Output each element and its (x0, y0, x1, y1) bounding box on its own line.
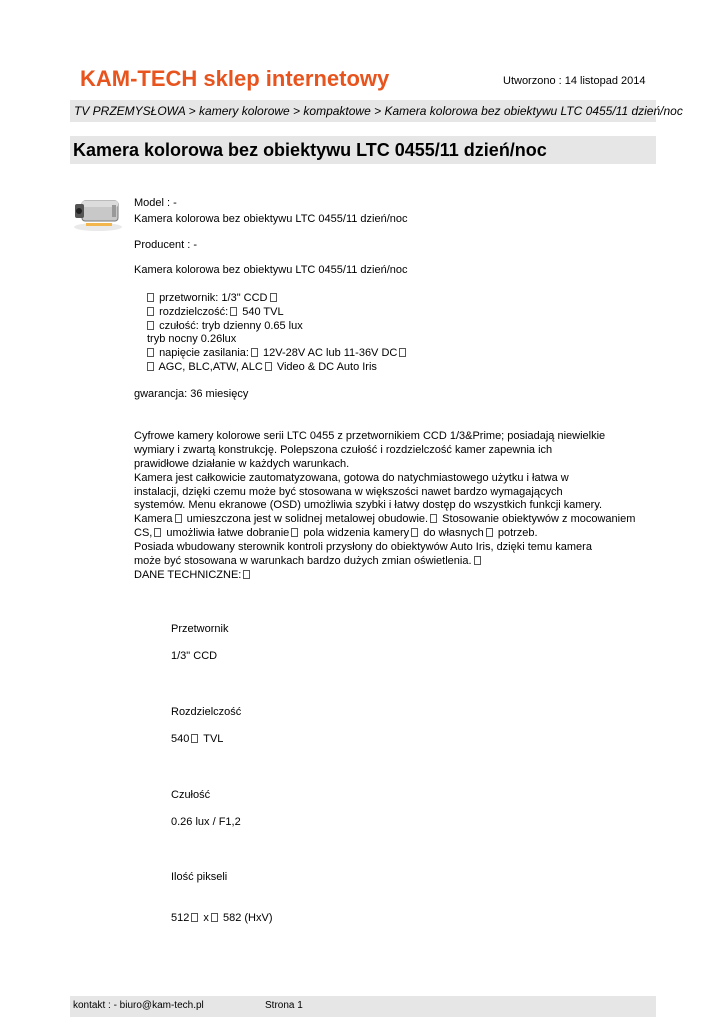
box-icon (154, 528, 161, 537)
spec-label: Przetwornik (171, 623, 229, 635)
created-date: Utworzono : 14 listopad 2014 (503, 75, 646, 87)
box-icon (175, 514, 182, 523)
spec-label: Ilość pikseli (171, 871, 228, 883)
model-label: Model : - (134, 197, 177, 209)
site-title: KAM-TECH sklep internetowy (80, 66, 390, 91)
box-icon (243, 570, 250, 579)
box-icon (265, 362, 272, 371)
spec-value: 1/3" CCD (171, 650, 218, 662)
box-icon (474, 556, 481, 565)
description-line: Cyfrowe kamery kolorowe serii LTC 0455 z przetwornikiem CCD 1/3&Prime; posiadają niewielkie (134, 430, 606, 442)
product-name: Kamera kolorowa bez obiektywu LTC 0455/11 dzień/noc (134, 264, 408, 276)
box-icon (486, 528, 493, 537)
camera-product-photo (72, 193, 124, 233)
footer-contact[interactable]: kontakt : - biuro@kam-tech.pl (73, 1000, 204, 1011)
description-line: DANE TECHNICZNE: (134, 569, 252, 583)
box-icon (191, 734, 198, 743)
list-item: przetwornik: 1/3" CCD (145, 292, 279, 306)
spec-label: Rozdzielczość (171, 706, 242, 718)
spec-value: 512 x 582 (HxV) (171, 912, 273, 924)
description-line: CS, umożliwia łatwe dobranie pola widzenia kamery do własnych potrzeb. (134, 527, 538, 539)
list-item: czułość: tryb dzienny 0.65 lux (145, 320, 303, 334)
list-item: AGC, BLC,ATW, ALC Video & DC Auto Iris (145, 361, 377, 375)
list-item: napięcie zasilania: 12V-28V AC lub 11-36V DC (145, 347, 408, 361)
box-icon (399, 348, 406, 357)
description-line: prawidłowe działanie w każdych warunkach. (134, 458, 350, 470)
producer-label: Producent : - (134, 239, 197, 251)
description-line: może być stosowana w warunkach bardzo dużych zmian oświetlenia. (134, 555, 483, 569)
description-line: wymiary i zwartą konstrukcję. Polepszona czułość i rozdzielczość kamer zapewnia ich (134, 444, 553, 456)
model-name: Kamera kolorowa bez obiektywu LTC 0455/11 dzień/noc (134, 213, 408, 225)
warranty: gwarancja: 36 miesięcy (134, 388, 249, 400)
box-icon (230, 307, 237, 316)
bullet-box-icon (147, 321, 154, 330)
footer-page-number: Strona 1 (265, 1000, 303, 1011)
list-item: rozdzielczość: 540 TVL (145, 306, 284, 320)
box-icon (430, 514, 437, 523)
description-line: systemów. Menu ekranowe (OSD) umożliwia szybki i łatwy dostęp do wszystkich funkcji kamery. (134, 499, 603, 511)
description-line: Kamera jest całkowicie zautomatyzowana, gotowa do natychmiastowego użytku i łatwa w (134, 472, 569, 484)
description-line: Kamera umieszczona jest w solidnej metalowej obudowie. Stosowanie obiektywów z mocowaniem (134, 513, 636, 525)
spec-value: 540 TVL (171, 733, 224, 745)
box-icon (251, 348, 258, 357)
bullet-box-icon (147, 362, 154, 371)
bullet-box-icon (147, 348, 154, 357)
breadcrumb[interactable]: TV PRZEMYSŁOWA > kamery kolorowe > kompaktowe > Kamera kolorowa bez obiektywu LTC 0455/11 dzień/noc (74, 104, 683, 118)
box-icon (291, 528, 298, 537)
box-icon (411, 528, 418, 537)
spec-value: 0.26 lux / F1,2 (171, 816, 241, 828)
description-line: instalacji, dzięki czemu może być stosowana w większości nawet bardzo wymagających (134, 486, 563, 498)
box-icon (211, 913, 218, 922)
list-item: tryb nocny 0.26lux (147, 333, 237, 345)
spec-label: Czułość (171, 789, 211, 801)
bullet-box-icon (147, 307, 154, 316)
box-icon (191, 913, 198, 922)
description-line: Posiada wbudowany sterownik kontroli przysłony do obiektywów Auto Iris, dzięki temu kamera (134, 541, 592, 553)
box-icon (270, 293, 277, 302)
bullet-box-icon (147, 293, 154, 302)
page-title: Kamera kolorowa bez obiektywu LTC 0455/11 dzień/noc (73, 140, 547, 160)
